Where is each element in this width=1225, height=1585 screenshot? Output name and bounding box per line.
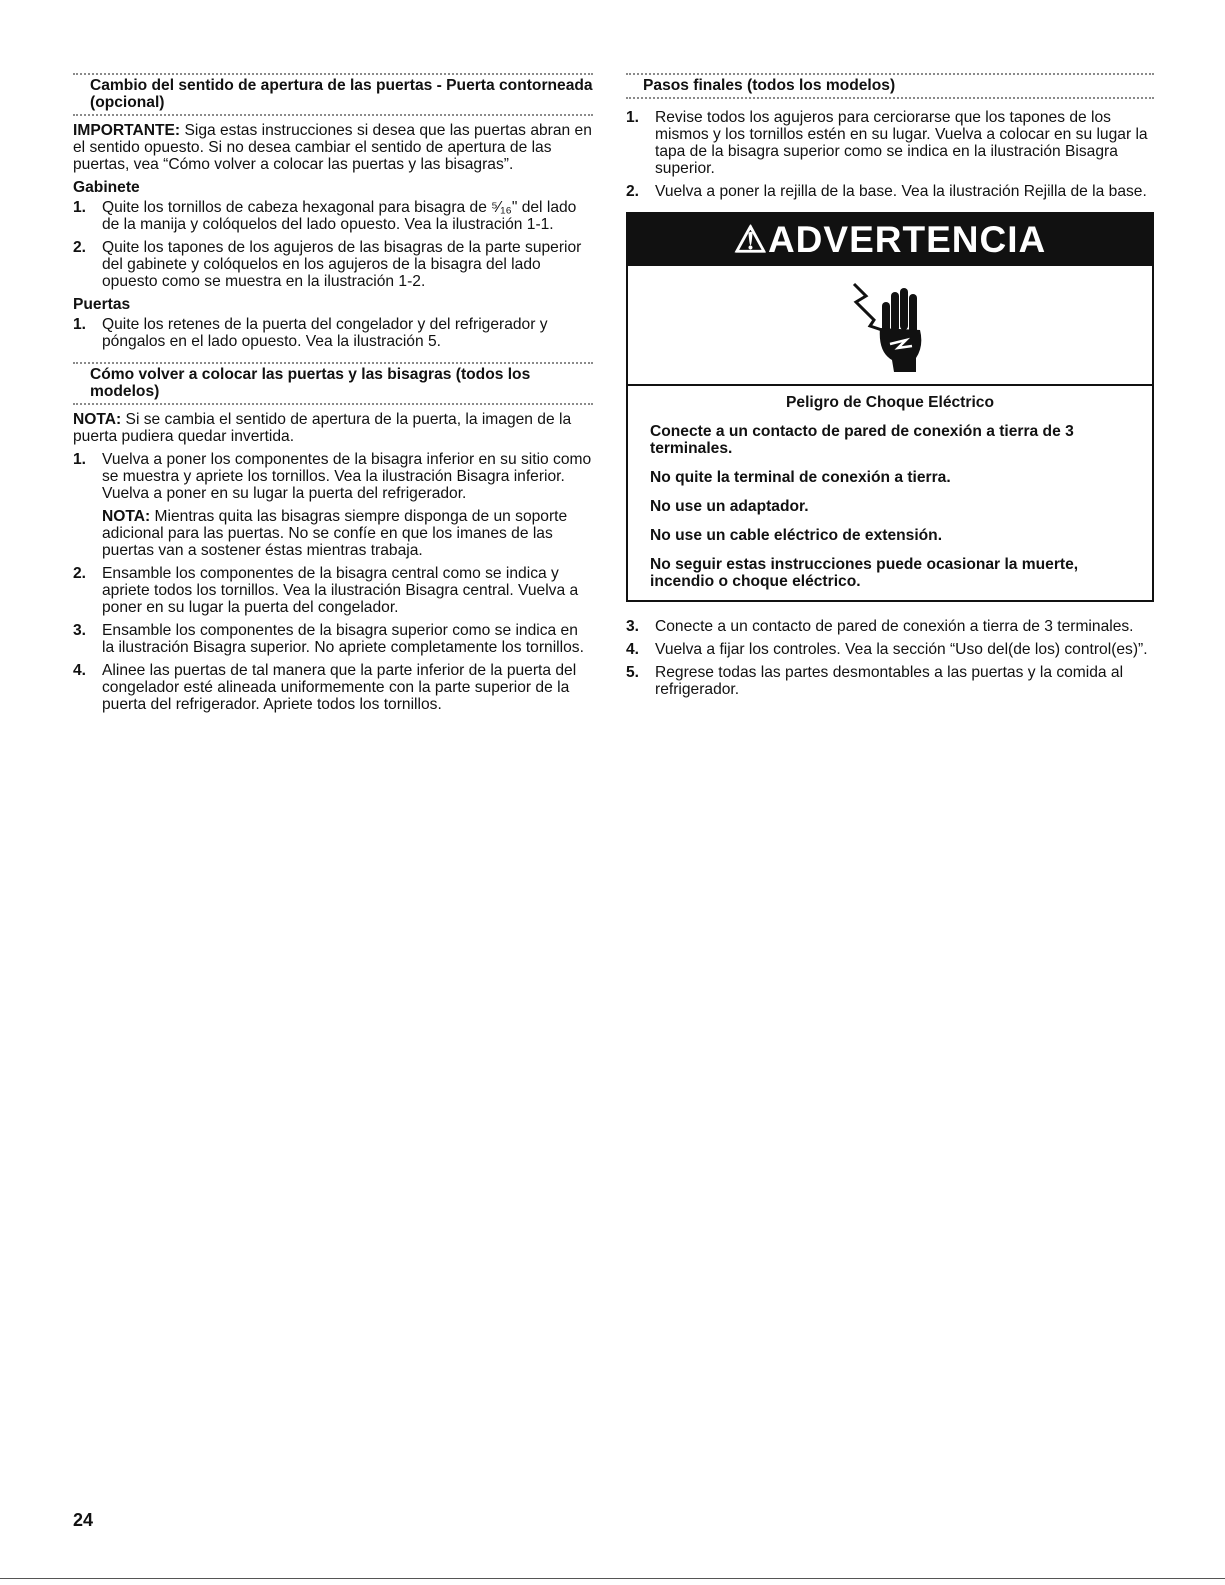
section-divider <box>73 403 593 405</box>
warning-body <box>628 386 1152 600</box>
item-note <box>102 508 593 559</box>
important-paragraph <box>73 122 593 173</box>
note-label: NOTA: <box>73 411 122 428</box>
section-title-final-steps: Pasos finales (todos los modelos) <box>643 77 896 94</box>
note-text: Si se cambia el sentido de apertura de la puerta, la imagen de la puerta pudiera quedar invertida. <box>73 411 572 445</box>
item-number: 2. <box>73 239 87 256</box>
list-item <box>73 662 593 713</box>
item-text: Quite los tapones de los agujeros de las bisagras de la parte superior del gabinete y colóquelos en los agujeros de la bisagra del lado opuesto como se muestra en la ilustración 1-2. <box>102 239 582 290</box>
list-item <box>626 109 1154 177</box>
item-number: 4. <box>73 662 87 679</box>
warning-triangle-icon: ⚠ <box>733 219 768 260</box>
item-text: Quite los tornillos de cabeza hexagonal para bisagra de ⁵⁄₁₆" del lado de la manija y colóquelos del lado opuesto. Vea la ilustración 1-1. <box>102 199 577 233</box>
item-text: Vuelva a poner los componentes de la bisagra inferior en su sitio como se muestra y apriete los tornillos. Vea la ilustración Bisagra inferior. Vuelva a poner en su lugar la puerta del refrigerador. <box>102 451 592 502</box>
warning-line: No quite la terminal de conexión a tierra. <box>650 469 951 486</box>
item-number: 5. <box>626 664 640 681</box>
list-item <box>73 565 593 616</box>
list-item <box>73 451 593 559</box>
item-note-text: Mientras quita las bisagras siempre disponga de un soporte adicional para las puertas. No se confíe en que los imanes de las puertas van a sostener éstas mientras trabaja. <box>102 508 568 559</box>
left-column <box>73 73 593 719</box>
item-number: 3. <box>626 618 640 635</box>
warning-box <box>626 212 1154 602</box>
page-number: 24 <box>73 1510 94 1530</box>
list-item <box>626 641 1154 658</box>
warning-header-text: ADVERTENCIA <box>767 219 1047 260</box>
item-text: Vuelva a poner la rejilla de la base. Vea la ilustración Rejilla de la base. <box>655 183 1147 200</box>
section-divider <box>626 97 1154 99</box>
item-number: 2. <box>73 565 87 582</box>
note-paragraph <box>73 411 593 445</box>
page-bottom-border <box>0 1578 1225 1579</box>
section-title-reinstall-doors: Cómo volver a colocar las puertas y las bisagras (todos los modelos) <box>90 366 531 400</box>
doors-heading: Puertas <box>73 296 131 313</box>
list-item <box>73 239 593 290</box>
warning-line: No seguir estas instrucciones puede ocasionar la muerte, incendio o choque eléctrico. <box>650 556 1079 590</box>
section-title-reverse-doors: Cambio del sentido de apertura de las puertas - Puerta contorneada (opcional) <box>90 77 593 111</box>
list-item <box>626 618 1154 635</box>
electric-shock-hand-icon <box>848 274 930 374</box>
item-text: Quite los retenes de la puerta del congelador y del refrigerador y póngalos en el lado opuesto. Vea la ilustración 5. <box>102 316 548 350</box>
warning-line: No use un cable eléctrico de extensión. <box>650 527 943 544</box>
important-text: Siga estas instrucciones si desea que las puertas abran en el sentido opuesto. Si no desea cambiar el sentido de apertura de las puertas, vea “Cómo volver a colocar las puertas y las bisagras”. <box>73 122 592 173</box>
list-item <box>73 199 593 233</box>
list-item <box>626 183 1154 200</box>
section-divider <box>626 73 1154 75</box>
warning-line: No use un adaptador. <box>650 498 809 515</box>
item-number: 2. <box>626 183 640 200</box>
item-number: 1. <box>73 451 87 468</box>
list-item <box>73 622 593 656</box>
item-note-label: NOTA: <box>102 508 151 525</box>
list-item <box>73 316 593 350</box>
item-text: Vuelva a fijar los controles. Vea la sección “Uso del(de los) control(es)”. <box>655 641 1148 658</box>
item-number: 1. <box>626 109 640 126</box>
warning-line: Conecte a un contacto de pared de conexión a tierra de 3 terminales. <box>650 423 1074 457</box>
item-number: 3. <box>73 622 87 639</box>
warning-header <box>628 214 1152 266</box>
list-item <box>626 664 1154 698</box>
cabinet-heading: Gabinete <box>73 179 140 196</box>
section-divider <box>73 73 593 75</box>
item-text: Conecte a un contacto de pared de conexión a tierra de 3 terminales. <box>655 618 1134 635</box>
section-divider <box>73 362 593 364</box>
item-text: Alinee las puertas de tal manera que la parte inferior de la puerta del congelador esté alineada uniformemente con la parte superior de la puerta del refrigerador. Apriete todos los tornillos. <box>102 662 577 713</box>
item-number: 1. <box>73 316 87 333</box>
important-label: IMPORTANTE: <box>73 122 181 139</box>
item-text: Ensamble los componentes de la bisagra superior como se indica en la ilustración Bisagra superior. No apriete completamente los tornillos. <box>102 622 584 656</box>
right-column <box>626 73 1154 704</box>
item-text: Regrese todas las partes desmontables a las puertas y la comida al refrigerador. <box>655 664 1124 698</box>
item-text: Ensamble los componentes de la bisagra central como se indica y apriete todos los tornillos. Vea la ilustración Bisagra central. Vuelva a poner en su lugar la puerta del congelador. <box>102 565 579 616</box>
warning-title: Peligro de Choque Eléctrico <box>786 394 994 411</box>
item-number: 4. <box>626 641 640 658</box>
item-number: 1. <box>73 199 87 216</box>
item-text: Revise todos los agujeros para cerciorarse que los tapones de los mismos y los tornillos estén en su lugar. Vuelva a colocar en su lugar la tapa de la bisagra superior como se indica en la ilustración Bisagra superior. <box>655 109 1148 177</box>
warning-symbol-area <box>628 266 1152 386</box>
section-divider <box>73 114 593 116</box>
